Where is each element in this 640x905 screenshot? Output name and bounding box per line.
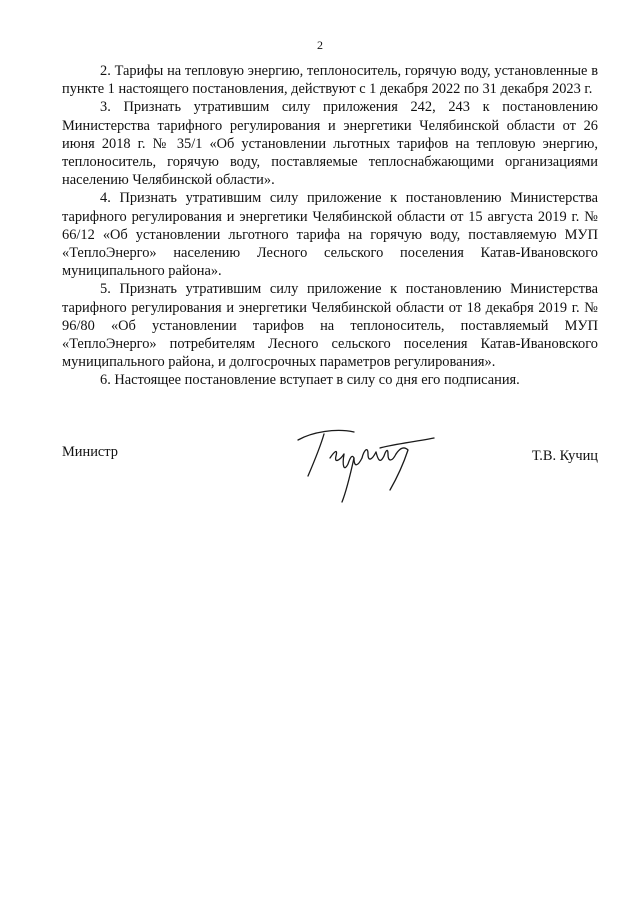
signature-block (62, 418, 598, 508)
handwritten-signature (284, 418, 444, 508)
paragraph-tariff-validity: 2. Тарифы на тепловую энергию, теплоноситель, горячую воду, установленные в пункте 1 настоящего постановления, действуют с 1 декабря 2022 по 31 декабря 2023 г. (62, 63, 598, 98)
signer-name: Т.В. Кучиц (531, 448, 598, 464)
paragraph-repeal-resolution-66-12: 4. Признать утратившим силу приложение к постановлению Министерства тарифного регулирования и энергетики Челябинской области от 15 августа 2019 г. № 66/12 «Об установлении льготного тарифа на горячую воду, поставляемую МУП «ТеплоЭнерго» населению Лесного сельского поселения Катав-Ивановского муниципального района». (62, 190, 598, 280)
document-body (62, 62, 598, 390)
signer-title: Министр (62, 444, 118, 460)
paragraph-repeal-appendices-242-243: 3. Признать утратившим силу приложения 242, 243 к постановлению Министерства тарифного регулирования и энергетики Челябинской области от 26 июня 2018 г. № 35/1 «Об установлении льготных тарифов на тепловую энергию, теплоноситель, горячую воду, поставляемые теплоснабжающими организациями населению Челябинской области». (62, 99, 598, 189)
paragraph-repeal-resolution-96-80: 5. Признать утратившим силу приложение к постановлению Министерства тарифного регулирования и энергетики Челябинской области от 18 декабря 2019 г. № 96/80 «Об установлении тарифов на теплоноситель, поставляемый МУП «ТеплоЭнерго» потребителям Лесного сельского поселения Катав-Ивановского муниципального района, и долгосрочных параметров регулирования». (62, 281, 598, 371)
paragraph-entry-into-force: 6. Настоящее постановление вступает в силу со дня его подписания. (100, 372, 520, 389)
page-number: 2 (317, 38, 323, 52)
